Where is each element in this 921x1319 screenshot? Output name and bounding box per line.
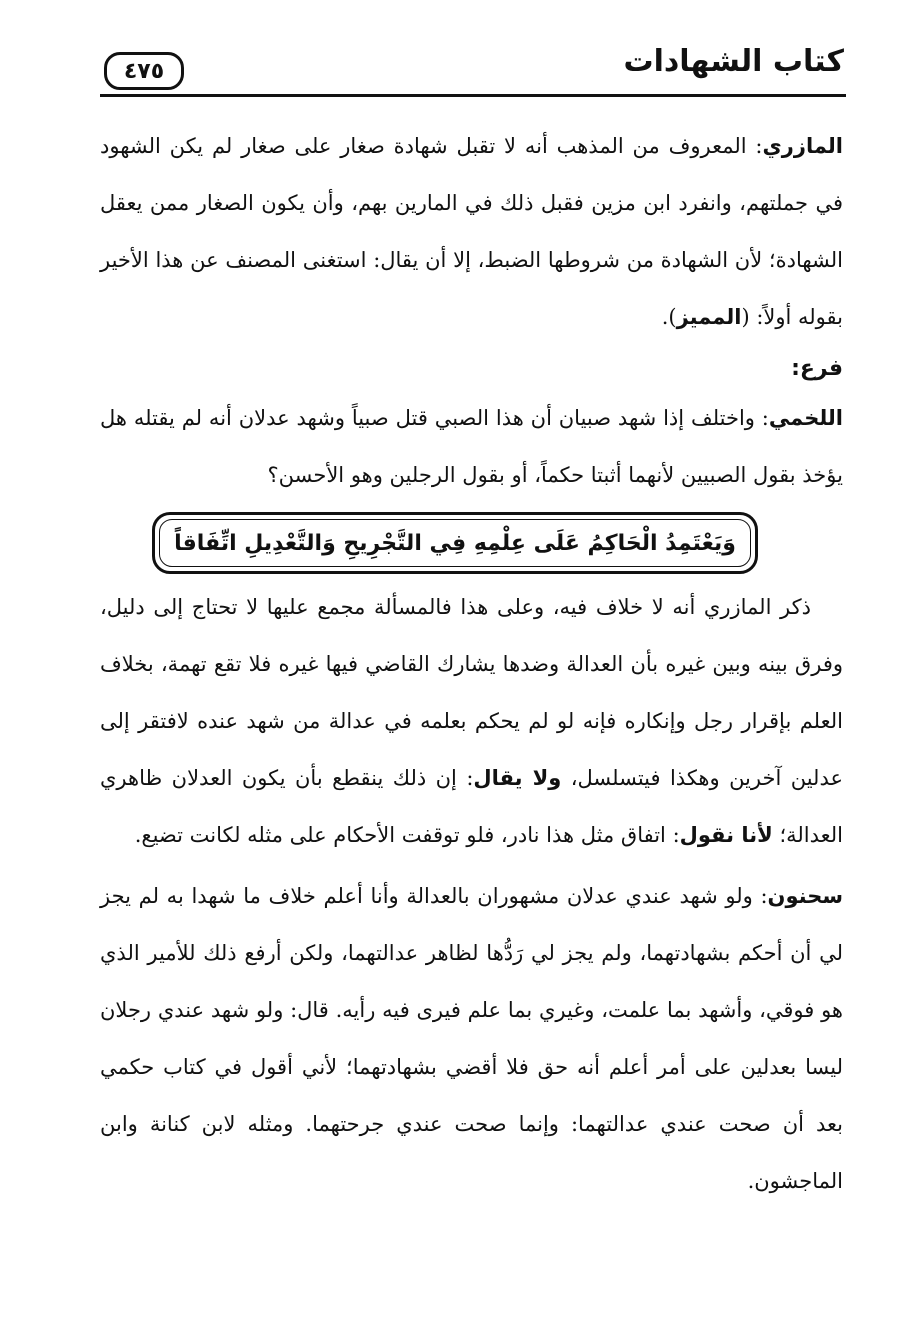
paragraph-text: : ولو شهد عندي عدلان مشهوران بالعدالة وأنا أعلم خلاف ما شهدا به لم يجز لي أن أحكم بشهادتهما، ولم يجز لي رَدُّها لظاهر عدالتهما، ولكن أرفع ذلك للأمير الذي هو فوقي، وأشهد بما علمت، وغيري بما علم فيرى فيه رأيه. قال: ولو شهد عندي رجلان ليسا بعدلين على أمر أعلم أنه حق فلا أقضي بشهادتهما؛ لأني أقول في كتاب حكمي بعد أن صحت عندي عدالتهما: وإنما صحت عندي جرحتهما. ومثله لابن كنانة وابن الماجشون. [100, 884, 843, 1193]
speaker-name: سحنون [767, 884, 843, 908]
matn-text: وَيَعْتَمِدُ الْحَاكِمُ عَلَى عِلْمِهِ فِي التَّجْرِيحِ وَالتَّعْدِيلِ اتِّفَاقاً [174, 530, 736, 556]
bold-phrase: ولا يقال [473, 766, 562, 790]
page-number-text: ٤٧٥ [123, 58, 165, 84]
paragraph-mazari [100, 118, 843, 346]
text-reference: المميز [676, 305, 742, 329]
paragraph-sahnun [100, 868, 843, 1210]
page-number [104, 52, 184, 90]
matn-box [152, 512, 758, 574]
page-header [100, 42, 846, 100]
subheading-fara: فرع: [791, 356, 843, 381]
speaker-name: اللخمي [768, 406, 843, 430]
paragraph-text: : واختلف إذا شهد صبيان أن هذا الصبي قتل صبياً وشهد عدلان أنه لم يقتله هل يؤخذ بقول الصبيين لأنهما أثبتا حكماً، أو بقول الرجلين وهو الأحسن؟ [100, 406, 843, 487]
header-divider [100, 94, 846, 97]
paragraph-text: ذكر المازري أنه لا خلاف فيه، وعلى هذا فالمسألة مجمع عليها لا تحتاج إلى دليل، وفرق بينه وبين غيره بأن العدالة وضدها يشارك القاضي فيها غيره فلا تقع تهمة، بخلاف العلم بإقرار رجل وإنكاره فإنه لو لم يحكم بعلمه في عدالة من شهد عنده لافتقر إلى عدلين آخرين وهكذا فيتسلسل، [100, 595, 844, 790]
paragraph-text: : إن ذلك ينقطع بأن يكون العدلان ظاهري العدالة؛ [100, 766, 843, 847]
paragraph-commentary [100, 579, 843, 864]
paragraph-end: ). [661, 305, 677, 329]
speaker-name: المازري [762, 134, 843, 158]
book-title: كتاب الشهادات [623, 44, 844, 79]
paragraph-lakhmi [100, 390, 843, 504]
paragraph-text: : اتفاق مثل هذا نادر، فلو توقفت الأحكام على مثله لكانت تضيع. [134, 823, 680, 847]
paragraph-text: : المعروف من المذهب أنه لا تقبل شهادة صغار على صغار لم يكن الشهود في جملتهم، وانفرد ابن مزين فقبل ذلك في المارين بهم، وأن يكون الصغار ممن يعقل الشهادة؛ لأن الشهادة من شروطها الضبط، إلا أن يقال: استغنى المصنف عن هذا الأخير بقوله أولاً: ( [100, 134, 843, 329]
bold-phrase: لأنا نقول [679, 823, 773, 847]
